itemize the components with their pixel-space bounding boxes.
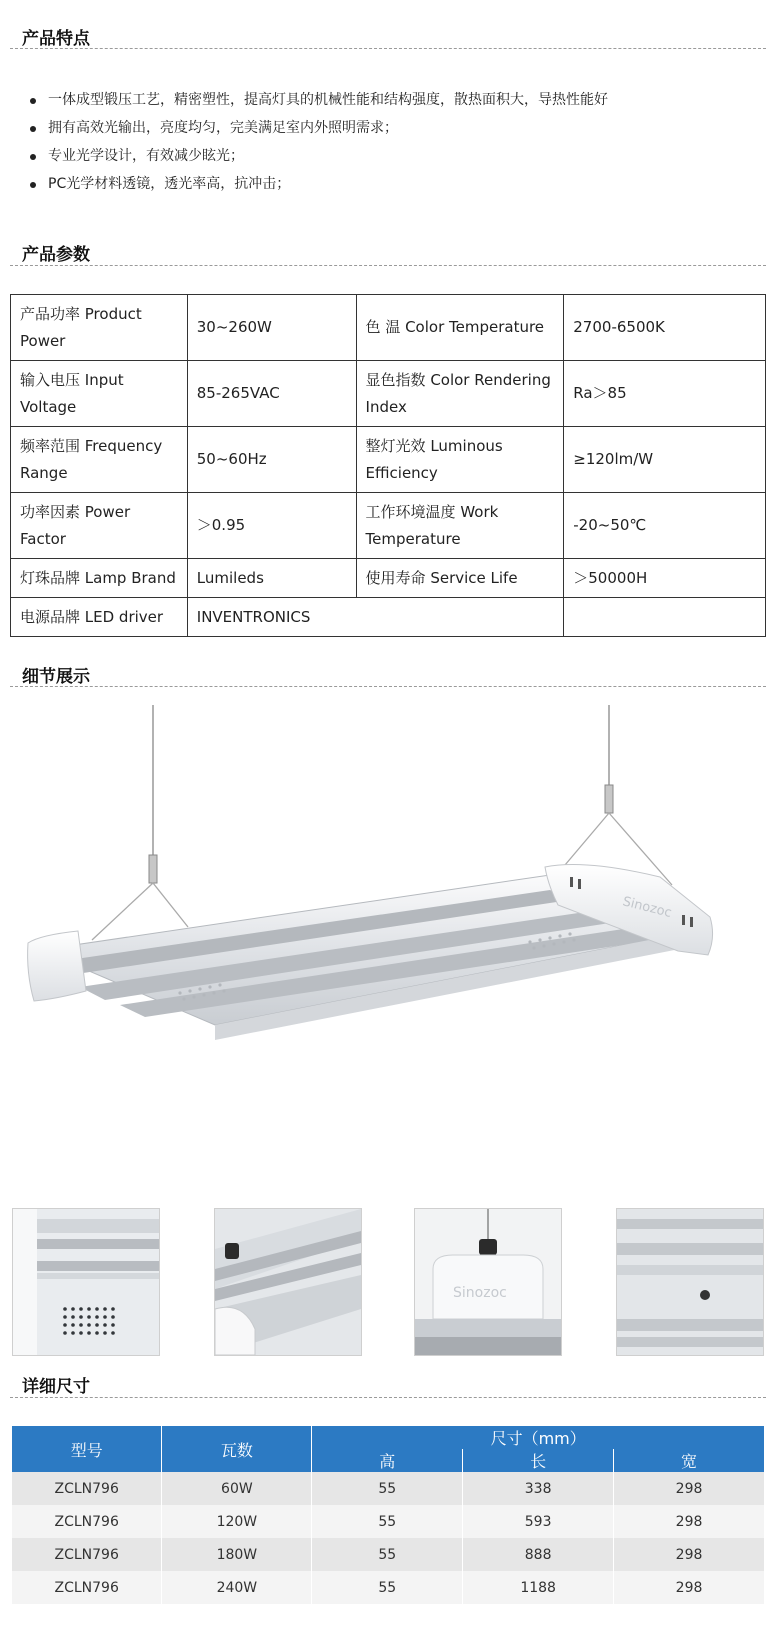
param-label: 频率范围 Frequency Range	[11, 427, 188, 493]
cell-height: 55	[312, 1538, 463, 1571]
dimensions-table	[12, 1426, 765, 1604]
param-label: 功率因素 Power Factor	[11, 493, 188, 559]
detail-thumbnail	[12, 1208, 160, 1356]
param-value: 50~60Hz	[187, 427, 356, 493]
cell-height: 55	[312, 1571, 463, 1604]
table-row	[12, 1538, 765, 1571]
param-value: INVENTRONICS	[187, 598, 564, 637]
cell-model: ZCLN796	[12, 1505, 162, 1538]
divider	[10, 686, 766, 687]
param-value: 2700-6500K	[564, 295, 766, 361]
cell-width: 298	[614, 1472, 765, 1505]
param-value: Lumileds	[187, 559, 356, 598]
param-value: Ra＞85	[564, 361, 766, 427]
params-table	[10, 294, 766, 637]
detail-title: 细节展示	[22, 667, 90, 687]
header-size: 尺寸（mm）	[312, 1426, 765, 1449]
cell-length: 593	[463, 1505, 614, 1538]
cell-width: 298	[614, 1538, 765, 1571]
param-label: 使用寿命 Service Life	[356, 559, 564, 598]
header-height: 高	[312, 1449, 463, 1472]
table-row	[12, 1571, 765, 1604]
param-row	[11, 427, 766, 493]
cell-length: 1188	[463, 1571, 614, 1604]
cell-length: 338	[463, 1472, 614, 1505]
param-label: 整灯光效 Luminous Efficiency	[356, 427, 564, 493]
cell-model: ZCLN796	[12, 1538, 162, 1571]
param-value: 30~260W	[187, 295, 356, 361]
param-value: 85-265VAC	[187, 361, 356, 427]
table-row	[12, 1505, 765, 1538]
cell-width: 298	[614, 1505, 765, 1538]
header-width: 宽	[614, 1449, 765, 1472]
dims-title: 详细尺寸	[22, 1377, 90, 1397]
cell-watt: 240W	[162, 1571, 312, 1604]
param-row	[11, 493, 766, 559]
param-row	[11, 559, 766, 598]
param-value: ＞50000H	[564, 559, 766, 598]
feature-item: 拥有高效光输出，亮度均匀，完美满足室内外照明需求；	[22, 114, 608, 142]
divider	[10, 48, 766, 49]
cell-length: 888	[463, 1538, 614, 1571]
features-list	[22, 86, 608, 198]
brand-logo: Sinozoc	[621, 894, 674, 921]
param-value: -20~50℃	[564, 493, 766, 559]
feature-item: PC光学材料透镜，透光率高，抗冲击；	[22, 170, 608, 198]
features-title: 产品特点	[22, 29, 90, 49]
param-value: ＞0.95	[187, 493, 356, 559]
divider	[10, 1397, 766, 1398]
param-row	[11, 361, 766, 427]
header-length: 长	[463, 1449, 614, 1472]
cell-height: 55	[312, 1472, 463, 1505]
detail-thumbnail	[214, 1208, 362, 1356]
param-row	[11, 295, 766, 361]
detail-thumbnail	[414, 1208, 562, 1356]
brand-logo: Sinozoc	[453, 1285, 507, 1301]
param-label: 显色指数 Color Rendering Index	[356, 361, 564, 427]
param-label: 电源品牌 LED driver	[11, 598, 188, 637]
cell-watt: 180W	[162, 1538, 312, 1571]
table-row	[12, 1472, 765, 1505]
detail-thumbnail	[616, 1208, 764, 1356]
param-value	[564, 598, 766, 637]
cell-height: 55	[312, 1505, 463, 1538]
cell-watt: 60W	[162, 1472, 312, 1505]
feature-item: 专业光学设计，有效减少眩光；	[22, 142, 608, 170]
cell-model: ZCLN796	[12, 1472, 162, 1505]
header-watt: 瓦数	[162, 1426, 312, 1472]
cell-width: 298	[614, 1571, 765, 1604]
header-model: 型号	[12, 1426, 162, 1472]
param-value: ≥120lm/W	[564, 427, 766, 493]
product-image	[10, 705, 766, 1145]
divider	[10, 265, 766, 266]
cell-watt: 120W	[162, 1505, 312, 1538]
feature-item: 一体成型锻压工艺，精密塑性，提高灯具的机械性能和结构强度，散热面积大，导热性能好	[22, 86, 608, 114]
param-label: 输入电压 Input Voltage	[11, 361, 188, 427]
params-title: 产品参数	[22, 245, 90, 265]
param-label: 产品功率 Product Power	[11, 295, 188, 361]
param-row	[11, 598, 766, 637]
param-label: 工作环境温度 Work Temperature	[356, 493, 564, 559]
cell-model: ZCLN796	[12, 1571, 162, 1604]
param-label: 色 温 Color Temperature	[356, 295, 564, 361]
param-label: 灯珠品牌 Lamp Brand	[11, 559, 188, 598]
